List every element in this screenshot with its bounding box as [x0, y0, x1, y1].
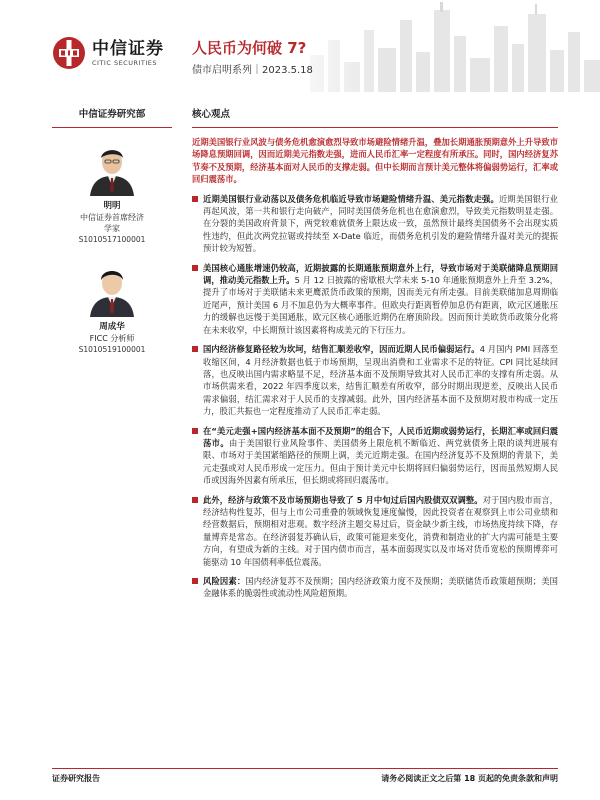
page-footer [52, 768, 558, 784]
bullet-lead: 此外，经济与政策不及市场预期也导致了 5 月中旬过后国内股债双双调整。 [203, 494, 483, 505]
title-block [192, 38, 313, 77]
analyst-name: 周成华 [99, 322, 125, 332]
department-heading: 中信证券研究部 [52, 108, 172, 128]
section-title: 核心观点 [192, 108, 558, 128]
analyst-photo [84, 138, 140, 196]
brand-name-cn: 中信证券 [92, 38, 164, 59]
bullet-square-icon [192, 265, 198, 271]
bullet-square-icon [192, 196, 198, 202]
bullet-lead: 风险因素： [203, 576, 246, 586]
list-item [192, 494, 558, 568]
bullet-text: 4 月国内 PMI 回落至收缩区间，4 月经济数据也低于市场预期，呈现出消费和工业需求不足的特征。CPI 同比延续回落，也反映出国内需求略显不足，经济基本面不及预期导致其对人民币汇率的支撑有所走弱。从市场供需来看，2022 年四季度以来，结售汇顺差有所收窄，部分时期出现逆差，反映出人民币需求偏弱，结汇需求对于人民币的支撑减弱。此外，国内经济基本面不及预期对股市构成一定压力，股汇共振也一定程度推动了人民币汇率走弱。 [203, 344, 558, 417]
list-item [192, 262, 558, 336]
bullet-text: 由于美国银行业风险事件、美国债务上限危机不断临近、两党就债务上限的谈判进展有限、市场对于美国紧缩路径的预期上调，美元近期走强。在国内经济复苏不及预期的背景下，美元走强或对人民币形成一定压力。但由于预计美元中长期将回归偏弱势运行，因而虽然短期人民币或因海外因素有所承压，但长期或将回归震荡市。 [203, 437, 558, 486]
analyst-license-id: S1010517100001 [78, 235, 146, 244]
analyst-role: 学家 [104, 224, 120, 233]
footer-label: 证券研究报告 [52, 774, 100, 783]
analyst-card [52, 138, 172, 245]
city-skyline-background [270, 0, 600, 92]
bullet-text: 对于国内股市而言，经济结构性复苏，但与上市公司重叠的领域恢复速度偏慢，因此投资者在观察到上市公司业绩和经营数据后，预期相对悲观。数字经济主题交易过后，资金缺少新主线，市场热度持续下降，存量博弈是常态。在经济弱复苏确认后，政策可能迎来变化，消费和制造业的扩大内需可能是主要方向，有望成为新的主线。对于国内债市而言，基本面弱现实以及市场对货币宽松的预期博弈可能驱动 10 年国债利率低位震荡。 [203, 494, 558, 567]
analyst-role: 中信证券首席经济 [80, 213, 144, 222]
brand-name-en: CITIC SECURITIES [92, 58, 158, 67]
report-title: 人民币为何破 7? [192, 39, 307, 57]
bullet-square-icon [192, 346, 198, 352]
summary-paragraph: 近期美国银行业风波与债务危机愈演愈烈导致市场避险情绪升温，叠加长期通胀预期意外上升导致市场降息预期回调，因而近期美元指数走强，进而人民币汇率一定程度有所承压。同时，国内经济复苏节奏不及预期，经济基本面对人民币的支撑走弱。但中长期而言预计美元整体将偏弱势运行，汇率或回归震荡市。 [192, 137, 558, 185]
list-item [192, 193, 558, 255]
bullet-lead: 美国核心通胀增速仍较高，近期披露的长期通胀预期意外上行，导致市场对于美联储降息预期回调，推动美元指数上升。 [203, 262, 558, 286]
bullet-lead: 在“美元走强+国内经济基本面不及预期”的组合下，人民币近期或弱势运行，长期汇率或回归震荡市。 [203, 425, 558, 448]
bullet-text: 国内经济复苏不及预期；国内经济政策力度不及预期；美联储货币政策超预期；美国金融体系的脆弱性或流动性风险超预期。 [203, 576, 558, 599]
bullet-square-icon [192, 578, 198, 584]
analyst-column [52, 108, 172, 355]
analyst-card [52, 259, 172, 355]
core-views-column [192, 108, 558, 600]
list-item [192, 425, 558, 487]
bullet-text: 近期美国银行业再起风波，第一共和银行走向破产，同时美国债务危机也在愈演愈烈，导致美元指数明显走强。在分裂的美国政府背景下，两党较难就债务上限达成一致，虽然预计最终美国债务不会出现实质性违约，但此次两党拉锯或持续至 X-Date 临近，而债务危机引发的避险情绪升温对美元的提振预计较为短暂。 [203, 193, 558, 254]
bullet-lead: 国内经济修复路径较为坎坷，结售汇顺差收窄，因而近期人民币偏弱运行。 [203, 344, 480, 355]
analyst-photo [84, 259, 140, 317]
bullet-lead: 近期美国银行业动荡以及债务危机临近导致市场避险情绪升温、美元指数走强。 [203, 193, 499, 204]
bullet-square-icon [192, 497, 198, 503]
report-header [0, 0, 600, 100]
citic-logo-icon [52, 36, 86, 70]
bullet-text: 5 月 12 日披露的密歇根大学未来 5-10 年通胀预期意外上升至 3.2%，提升了市场对于美联储未来更鹰派货币政策的预期，因而美元有所走强。目前美联储加息周期临近尾声，预计美国 6 月不加息仍为大概率事件。但欧央行距离暂停加息仍有距离，欧元区通胀压力的缓解也远慢于美国通胀，欧元区核心通胀近期仍在磨顶阶段。因而预计美欧货币政策分化将在未来收窄，中长期预计该因素将构成美元的下行压力。 [203, 275, 558, 335]
brand-logo [52, 36, 164, 70]
analyst-role: FICC 分析师 [89, 334, 135, 343]
bullet-square-icon [192, 428, 198, 434]
analyst-name: 明明 [103, 201, 121, 211]
report-meta: 债市启明系列｜2023.5.18 [192, 65, 313, 76]
footer-disclaimer: 请务必阅读正文之后第 18 页起的免责条款和声明 [381, 774, 558, 783]
list-item [192, 343, 558, 417]
list-item [192, 575, 558, 600]
analyst-license-id: S1010519100001 [78, 345, 146, 354]
